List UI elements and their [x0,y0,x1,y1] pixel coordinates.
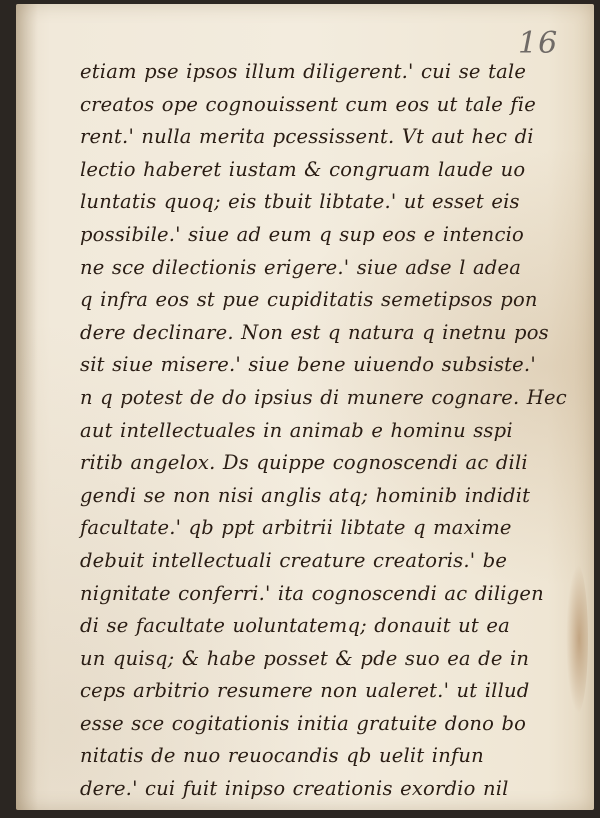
text-line: q infra eos st pue cupiditatis semetipsos pon [80,288,538,312]
text-line: nitatis de nuo reuocandis qb uelit infun [80,744,484,768]
text-line: nignitate conferri.' ita cognoscendi ac diligen [80,581,544,605]
text-line: luntatis quoq; eis tbuit libtate.' ut esset eis [80,190,520,214]
text-line: dere.' cui fuit inipso creationis exordio nil [80,777,509,801]
parchment-stain [566,564,588,714]
manuscript-text-block [80,56,567,806]
text-line: sit siue misere.' siue bene uiuendo subsiste.' [80,353,536,377]
text-line: n q potest de do ipsius di munere cognare. Hec [80,385,567,409]
text-line: creatos ope cognouissent cum eos ut tale fie [80,92,537,116]
text-line: ne sce dilectionis erigere.' siue adse l adea [80,255,522,279]
text-line: facultate.' qb ppt arbitrii libtate q maxime [80,516,512,540]
gutter-shadow [16,4,38,810]
text-line: aut intellectuales in animab e hominu sspi [80,418,513,442]
text-line: ceps arbitrio resumere non ualeret.' ut illud [80,679,530,703]
text-line: etiam pse ipsos illum diligerent.' cui se tale [80,60,527,83]
text-line: un quisq; & habe posset & pde suo ea de in [80,646,530,670]
manuscript-folio [16,4,594,810]
text-line: di se facultate uoluntatemq; donauit ut ea [80,614,510,638]
folio-number: 16 [518,26,559,61]
text-line: dere declinare. Non est q natura q inetnu pos [80,320,549,344]
text-line: esse sce cogitationis initia gratuite dono bo [80,711,527,735]
text-line: debuit intellectuali creature creatoris.' be [80,548,508,572]
text-line: lectio haberet iustam & congruam laude uo [80,157,526,181]
text-line: gendi se non nisi anglis atq; hominib indidit [80,483,531,507]
text-line: rent.' nulla merita pcessissent. Vt aut hec di [80,125,534,149]
text-line: ritib angelox. Ds quippe cognoscendi ac dili [80,451,528,475]
text-line: possibile.' siue ad eum q sup eos e intencio [80,222,524,246]
